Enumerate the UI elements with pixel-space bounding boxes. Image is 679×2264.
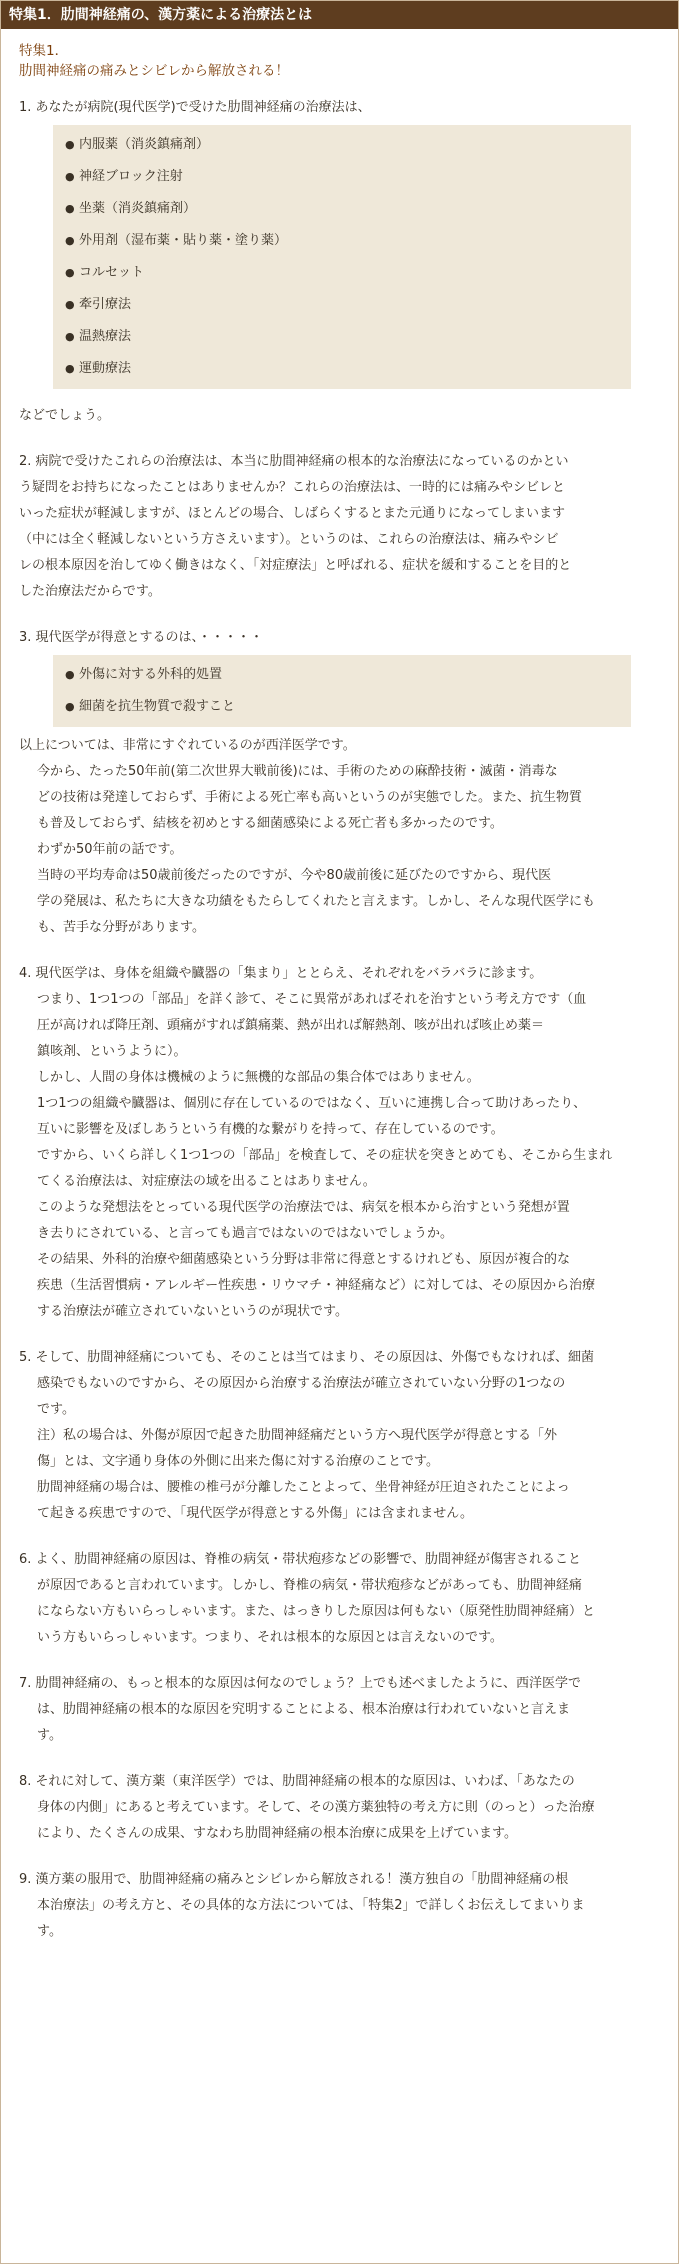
section-4: [19, 961, 664, 1325]
section-5: [19, 1345, 664, 1527]
paragraph-line: 2. 病院で受けたこれらの治療法は、本当に肋間神経痛の根本的な治療法になっているのかとい: [19, 454, 569, 469]
treatment-list: [53, 125, 631, 389]
list-item: [65, 659, 619, 691]
list-item: [65, 161, 619, 193]
paragraph-line: 肋間神経痛の場合は、腰椎の椎弓が分離したことよって、坐骨神経が圧迫されたことによっ: [37, 1480, 570, 1495]
paragraph-line: も、苦手な分野があります。: [37, 920, 205, 935]
paragraph-line: てくる治療法は、対症療法の域を出ることはありません。: [37, 1174, 376, 1189]
paragraph-line: した治療法だからです。: [19, 584, 161, 599]
list-item: [65, 353, 619, 385]
bullet-icon: ●: [65, 298, 75, 311]
list-item-text: 外用剤（湿布薬・貼り薬・塗り薬）: [79, 233, 288, 248]
article-body: [1, 29, 678, 1945]
list-item: [65, 691, 619, 723]
paragraph-line: 学の発展は、私たちに大きな功績をもたらしてくれたと言えます。しかし、そんな現代医学にも: [37, 894, 595, 909]
paragraph-line: 感染でもないのですから、その原因から治療する治療法が確立されていない分野の1つなの: [37, 1376, 566, 1391]
bullet-icon: ●: [65, 266, 75, 279]
paragraph-line: わずか50年前の話です。: [37, 842, 183, 857]
list-item-text: 牽引療法: [79, 297, 132, 312]
paragraph-line: レの根本原因を治してゆく働きはなく、「対症療法」と呼ばれる、症状を緩和することを目的と: [19, 558, 572, 573]
bullet-icon: ●: [65, 362, 75, 375]
paragraph-line: す。: [37, 1924, 62, 1939]
list-item-text: 外傷に対する外科的処置: [79, 667, 223, 682]
list-item-text: コルセット: [79, 265, 145, 280]
paragraph-line: 圧が高ければ降圧剤、頭痛がすれば鎮痛薬、熱が出れば解熱剤、咳が出れば咳止め薬＝: [37, 1018, 545, 1033]
paragraph-line: う疑問をお持ちになったことはありませんか？これらの治療法は、一時的には痛みやシビレと: [19, 480, 566, 495]
paragraph-line: 1つ1つの組織や臓器は、個別に存在しているのではなく、互いに連携し合って助けあったり、: [37, 1096, 587, 1111]
lead-line-2: 肋間神経痛の痛みとシビレから解放される！: [19, 63, 289, 79]
paragraph-line: き去りにされている、と言っても過言ではないのではないでしょうか。: [37, 1226, 454, 1241]
section-1-after-text: などでしょう。: [19, 408, 111, 423]
paragraph-line: 身体の内側」にあると考えています。そして、その漢方薬独特の考え方に則（のっと）った治療: [37, 1800, 595, 1815]
paragraph-line: 互いに影響を及ぼしあうという有機的な繋がりを持って、存在しているのです。: [37, 1122, 504, 1137]
paragraph-line: 8. それに対して、漢方薬（東洋医学）では、肋間神経痛の根本的な原因は、いわば、「あなたの: [19, 1774, 575, 1789]
paragraph-line: 当時の平均寿命は50歳前後だったのですが、今や80歳前後に延びたのですから、現代医: [37, 868, 552, 883]
strengths-list: [53, 655, 631, 727]
paragraph-line: 疾患（生活習慣病・アレルギー性疾患・リウマチ・神経痛など）に対しては、その原因から治療: [37, 1278, 596, 1293]
paragraph-line: つまり、1つ1つの「部品」を詳く診て、そこに異常があればそれを治すという考え方です（血: [37, 992, 587, 1007]
paragraph-line: 以上については、非常にすぐれているのが西洋医学です。: [19, 738, 356, 753]
paragraph-line: も普及しておらず、結核を初めとする細菌感染による死亡者も多かったのです。: [37, 816, 503, 831]
section-7: [19, 1671, 664, 1749]
paragraph-line: です。: [37, 1402, 75, 1417]
paragraph-line: 注）私の場合は、外傷が原因で起きた肋間神経痛だという方へ現代医学が得意とする「外: [37, 1428, 558, 1443]
list-item-text: 温熱療法: [79, 329, 132, 344]
list-item-text: 神経ブロック注射: [79, 169, 183, 184]
paragraph-line: このような発想法をとっている現代医学の治療法では、病気を根本から治すという発想が置: [37, 1200, 570, 1215]
paragraph-line: （中には全く軽減しないという方さえいます）。というのは、これらの治療法は、痛みやシビ: [19, 532, 559, 547]
paragraph-line: どの技術は発達しておらず、手術による死亡率も高いというのが実態でした。また、抗生物質: [37, 790, 582, 805]
section-8: [19, 1769, 664, 1847]
section-9: [19, 1867, 664, 1945]
section-1: [19, 95, 664, 121]
paragraph-line: 9. 漢方薬の服用で、肋間神経痛の痛みとシビレから解放される！漢方独自の「肋間神経痛の根: [19, 1872, 569, 1887]
bullet-icon: ●: [65, 700, 75, 713]
paragraph-line: て起きる疾患ですので、「現代医学が得意とする外傷」には含まれません。: [37, 1506, 474, 1521]
paragraph-line: が原因であると言われています。しかし、脊椎の病気・帯状疱疹などがあっても、肋間神経痛: [37, 1578, 582, 1593]
paragraph-line: にならない方もいらっしゃいます。また、はっきりした原因は何もない（原発性肋間神経痛）と: [37, 1604, 595, 1619]
section-6: [19, 1547, 664, 1651]
paragraph-line: しかし、人間の身体は機械のように無機的な部品の集合体ではありません。: [37, 1070, 480, 1085]
lead-heading: [19, 41, 664, 81]
section-2: [19, 449, 664, 605]
paragraph-line: その結果、外科的治療や細菌感染という分野は非常に得意とするけれども、原因が複合的な: [37, 1252, 571, 1267]
paragraph-line: 鎮咳剤、というように）。: [37, 1044, 187, 1059]
list-item-text: 内服薬（消炎鎮痛剤）: [79, 137, 210, 152]
section-3-body: [19, 733, 664, 941]
list-item: [65, 225, 619, 257]
paragraph-line: いった症状が軽減しますが、ほとんどの場合、しばらくするとまた元通りになってしまいます: [19, 506, 566, 521]
list-item-text: 細菌を抗生物質で殺すこと: [79, 699, 236, 714]
bullet-icon: ●: [65, 234, 75, 247]
paragraph-line: 傷」とは、文字通り身体の外側に出来た傷に対する治療のことです。: [37, 1454, 439, 1469]
list-item: [65, 289, 619, 321]
page-title: 特集1．肋間神経痛の、漢方薬による治療法とは: [1, 1, 678, 29]
bullet-icon: ●: [65, 668, 75, 681]
section-1-after: [19, 403, 664, 429]
paragraph-line: いう方もいらっしゃいます。つまり、それは根本的な原因とは言えないのです。: [37, 1630, 503, 1645]
paragraph-line: 今から、たった50年前(第二次世界大戦前後)には、手術のための麻酔技術・滅菌・消毒な: [37, 764, 558, 779]
list-item-text: 坐薬（消炎鎮痛剤）: [79, 201, 197, 216]
bullet-icon: ●: [65, 170, 75, 183]
paragraph-line: ですから、いくら詳しく1つ1つの「部品」を検査して、その症状を突きとめても、そこから生まれ: [37, 1148, 613, 1163]
paragraph-line: 6. よく、肋間神経痛の原因は、脊椎の病気・帯状疱疹などの影響で、肋間神経が傷害されること: [19, 1552, 582, 1567]
section-1-intro: 1. あなたが病院(現代医学)で受けた肋間神経痛の治療法は、: [19, 100, 371, 115]
paragraph-line: 4. 現代医学は、身体を組織や臓器の「集まり」ととらえ、それぞれをバラバラに診ます。: [19, 966, 543, 981]
list-item: [65, 193, 619, 225]
paragraph-line: 7. 肋間神経痛の、もっと根本的な原因は何なのでしょう？上でも述べましたように、西洋医学で: [19, 1676, 582, 1691]
list-item: [65, 257, 619, 289]
list-item: [65, 321, 619, 353]
bullet-icon: ●: [65, 330, 75, 343]
paragraph-line: により、たくさんの成果、すなわち肋間神経痛の根本治療に成果を上げています。: [37, 1826, 517, 1841]
bullet-icon: ●: [65, 202, 75, 215]
paragraph-line: は、肋間神経痛の根本的な原因を究明することによる、根本治療は行われていないと言えま: [37, 1702, 571, 1717]
bullet-icon: ●: [65, 138, 75, 151]
paragraph-line: 5. そして、肋間神経痛についても、そのことは当てはまり、その原因は、外傷でもなければ、細菌: [19, 1350, 595, 1365]
paragraph-line: 本治療法」の考え方と、その具体的な方法については、「特集2」で詳しくお伝えしてまいりま: [37, 1898, 585, 1913]
section-3-intro: 3. 現代医学が得意とするのは、・・・・・: [19, 630, 264, 645]
section-3: [19, 625, 664, 651]
list-item: [65, 129, 619, 161]
lead-line-1: 特集1．: [19, 43, 69, 59]
paragraph-line: す。: [37, 1728, 62, 1743]
list-item-text: 運動療法: [79, 361, 132, 376]
paragraph-line: する治療法が確立されていないというのが現状です。: [37, 1304, 348, 1319]
